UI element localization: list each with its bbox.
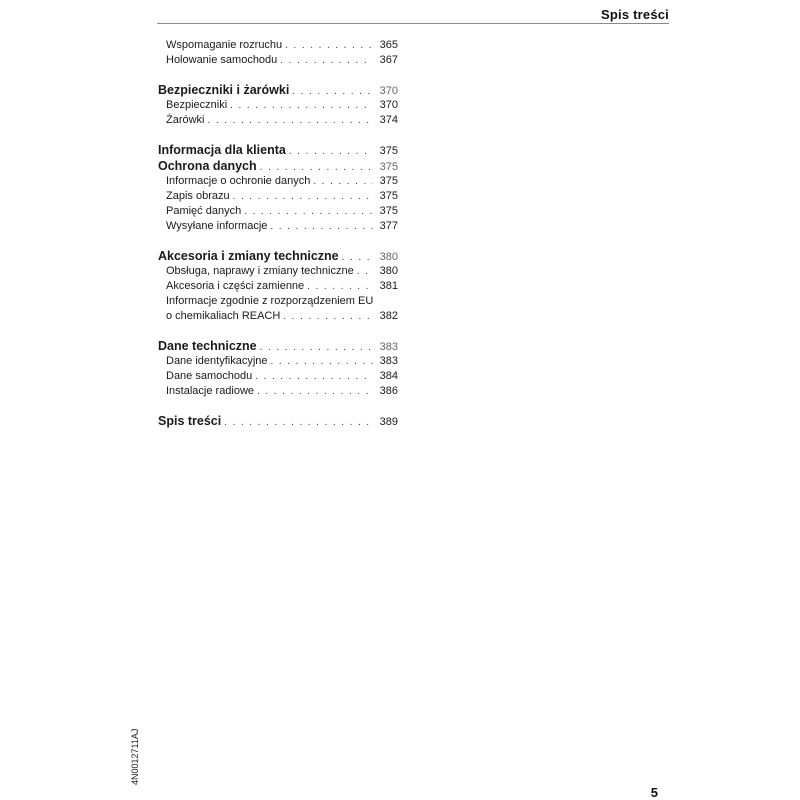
toc-leader-dots [280,53,373,68]
toc-leader-dots [271,354,373,369]
toc-heading[interactable] [158,338,398,354]
toc-page-number: 384 [379,370,398,382]
toc-entry-title: Holowanie samochodu [166,54,278,66]
toc-entry[interactable] [158,189,398,204]
toc-entry[interactable] [158,294,398,309]
toc-entry-title: Informacja dla klienta [158,143,286,157]
toc-entry-title: Akcesoria i zmiany techniczne [158,249,339,263]
toc-page-number: 375 [379,205,398,217]
toc-entry-title: Informacje o ochronie danych [166,175,311,187]
toc-entry-title: Spis treści [158,414,222,428]
toc-heading[interactable] [158,248,398,264]
toc-entry[interactable] [158,53,398,68]
toc-leader-dots [313,174,373,189]
toc-entry-title: Wspomaganie rozruchu [166,39,283,51]
toc-page-number: 375 [379,145,398,157]
toc-entry-title: Bezpieczniki [166,99,228,111]
toc-leader-dots [255,369,373,384]
toc-entry[interactable] [158,219,398,234]
running-header-title: Spis treści [601,7,669,22]
toc-gap [158,234,398,248]
toc-leader-dots [208,113,373,128]
toc-leader-dots [285,38,373,53]
toc-page-number: 386 [379,385,398,397]
toc-leader-dots [307,279,373,294]
toc-page-number: 374 [379,114,398,126]
toc-page-number: 380 [379,265,398,277]
toc-page-number: 383 [379,355,398,367]
table-of-contents [158,38,398,429]
toc-entry-title: Instalacje radiowe [166,385,255,397]
toc-page-number: 383 [379,341,398,353]
toc-leader-dots [233,189,373,204]
document-code: 4N0012711AJ [130,728,140,785]
toc-entry[interactable] [158,113,398,128]
toc-page-number: 367 [379,54,398,66]
toc-entry[interactable] [158,384,398,399]
toc-entry[interactable] [158,279,398,294]
toc-heading[interactable] [158,158,398,174]
toc-leader-dots [270,219,373,234]
toc-page-number: 375 [379,175,398,187]
page-number: 5 [650,785,658,800]
toc-page-number: 389 [379,416,398,428]
toc-entry[interactable] [158,98,398,113]
toc-page-number: 381 [379,280,398,292]
toc-entry[interactable] [158,354,398,369]
toc-entry-title: Dane techniczne [158,339,257,353]
toc-leader-dots [357,264,373,279]
header-rule [157,23,669,24]
toc-page-number: 382 [379,310,398,322]
toc-page-number: 380 [379,251,398,263]
toc-entry-title: Dane identyfikacyjne [166,355,268,367]
toc-entry-title: Dane samochodu [166,370,253,382]
toc-entry[interactable] [158,264,398,279]
toc-entry[interactable] [158,309,398,324]
toc-leader-dots [230,98,373,113]
toc-entry-title: Zapis obrazu [166,190,230,202]
toc-page-number: 375 [379,190,398,202]
toc-entry-title: Bezpieczniki i żarówki [158,83,290,97]
toc-entry[interactable] [158,38,398,53]
toc-page-number: 365 [379,39,398,51]
toc-entry[interactable] [158,204,398,219]
toc-entry[interactable] [158,369,398,384]
toc-heading[interactable] [158,413,398,429]
toc-page-number: 375 [379,161,398,173]
toc-leader-dots [283,309,373,324]
toc-entry-title: Wysyłane informacje [166,220,268,232]
toc-leader-dots [257,384,373,399]
toc-leader-dots [224,415,373,431]
toc-gap [158,399,398,413]
toc-gap [158,128,398,142]
toc-entry-title: Informacje zgodnie z rozporządzeniem EU [166,295,374,307]
toc-leader-dots [289,144,373,160]
toc-heading[interactable] [158,142,398,158]
toc-entry-title: Żarówki [166,114,205,126]
toc-entry-title: Akcesoria i części zamienne [166,280,305,292]
toc-heading[interactable] [158,82,398,98]
toc-entry-title: o chemikaliach REACH [166,310,281,322]
toc-gap [158,68,398,82]
toc-entry-title: Ochrona danych [158,159,257,173]
toc-entry-title: Pamięć danych [166,205,242,217]
toc-page-number: 370 [379,85,398,97]
toc-gap [158,324,398,338]
toc-page-number: 370 [379,99,398,111]
toc-entry-title: Obsługa, naprawy i zmiany techniczne [166,265,354,277]
toc-page-number: 377 [379,220,398,232]
toc-entry[interactable] [158,174,398,189]
toc-leader-dots [244,204,373,219]
